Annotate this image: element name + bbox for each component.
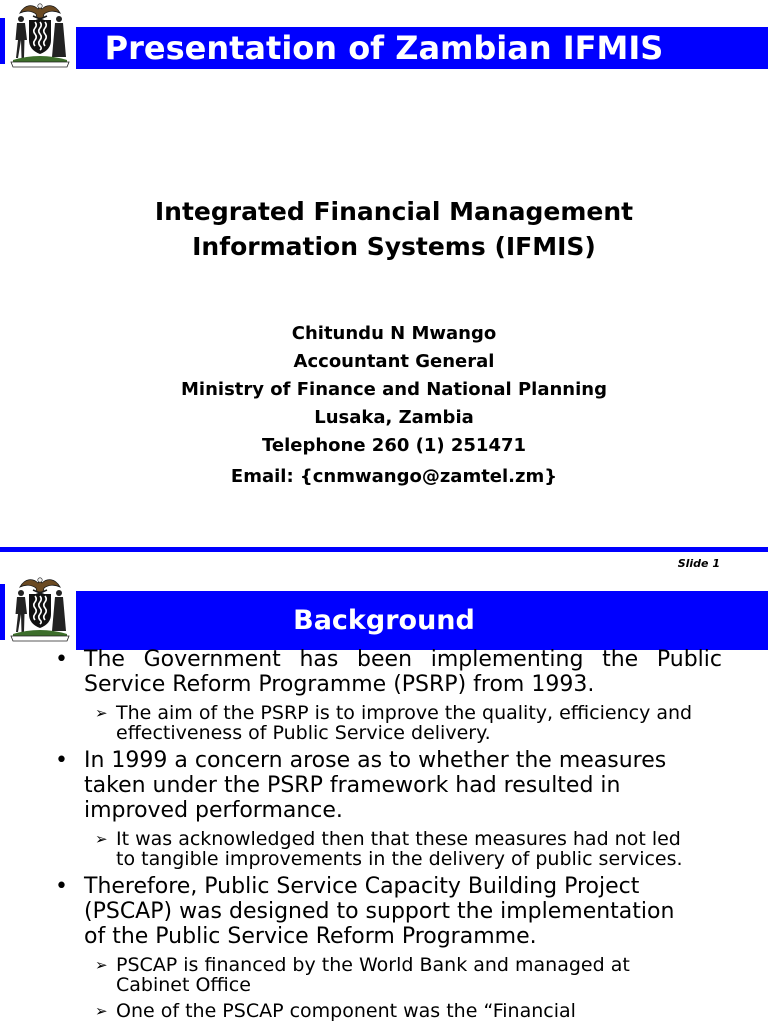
heading-line: Integrated Financial Management xyxy=(154,197,634,226)
arrow-bullet-marker: ➢ xyxy=(95,956,108,974)
sub-bullet-item xyxy=(95,828,722,870)
bullet-line: of the Public Service Reform Programme. xyxy=(84,924,537,949)
presenter-details xyxy=(20,320,768,491)
sub-bullet-item xyxy=(95,954,722,996)
bullet-line: (PSCAP) was designed to support the implementation xyxy=(84,899,675,924)
presentation-heading xyxy=(20,194,768,264)
slide-title: Background xyxy=(293,605,475,636)
presenter-telephone: Telephone 260 (1) 251471 xyxy=(261,435,527,456)
bullet-line: Service Reform Programme (PSRP) from 1993. xyxy=(84,672,595,697)
presenter-email: Email: {cnmwango@zamtel.zm} xyxy=(230,466,558,487)
sub-bullet-line: Cabinet Office xyxy=(116,974,251,996)
title-banner xyxy=(76,27,768,69)
bullet-line: taken under the PSRP framework had resulted in xyxy=(84,773,621,798)
sub-bullet-item xyxy=(95,1000,722,1022)
arrow-bullet-marker: ➢ xyxy=(95,704,108,722)
presenter-name: Chitundu N Mwango xyxy=(291,323,497,344)
presenter-location: Lusaka, Zambia xyxy=(314,407,474,428)
bullet-item xyxy=(55,748,722,823)
presenter-position: Accountant General xyxy=(293,351,495,372)
heading-line: Information Systems (IFMIS) xyxy=(192,232,596,261)
bullet-line: Therefore, Public Service Capacity Building Project xyxy=(84,874,640,899)
sub-bullet-item xyxy=(95,702,722,744)
bullet-item xyxy=(55,874,722,949)
slide-divider xyxy=(0,547,768,552)
sub-bullet-line: One of the PSCAP component was the “Financial xyxy=(116,1000,576,1022)
bullet-marker: • xyxy=(55,647,68,672)
bullet-marker: • xyxy=(55,748,68,773)
sub-bullet-line: to tangible improvements in the delivery of public services. xyxy=(116,848,683,870)
bullet-item xyxy=(55,647,722,697)
bullet-line: In 1999 a concern arose as to whether the measures xyxy=(84,748,667,773)
bullet-line: improved performance. xyxy=(84,798,343,823)
arrow-bullet-marker: ➢ xyxy=(95,830,108,848)
bullet-line: The Government has been implementing the Public xyxy=(84,647,722,672)
slide-number-label: Slide 1 xyxy=(677,557,720,570)
sub-bullet-line: It was acknowledged then that these measures had not led xyxy=(116,828,681,850)
bullet-marker: • xyxy=(55,874,68,899)
sub-bullet-line: The aim of the PSRP is to improve the quality, efficiency and xyxy=(116,702,693,724)
slide-title: Presentation of Zambian IFMIS xyxy=(104,29,664,67)
presenter-ministry: Ministry of Finance and National Planning xyxy=(181,379,607,400)
sub-bullet-line: effectiveness of Public Service delivery. xyxy=(116,722,491,744)
sub-bullet-line: PSCAP is financed by the World Bank and managed at xyxy=(116,954,630,976)
arrow-bullet-marker: ➢ xyxy=(95,1002,108,1020)
bullet-list xyxy=(0,642,768,1021)
